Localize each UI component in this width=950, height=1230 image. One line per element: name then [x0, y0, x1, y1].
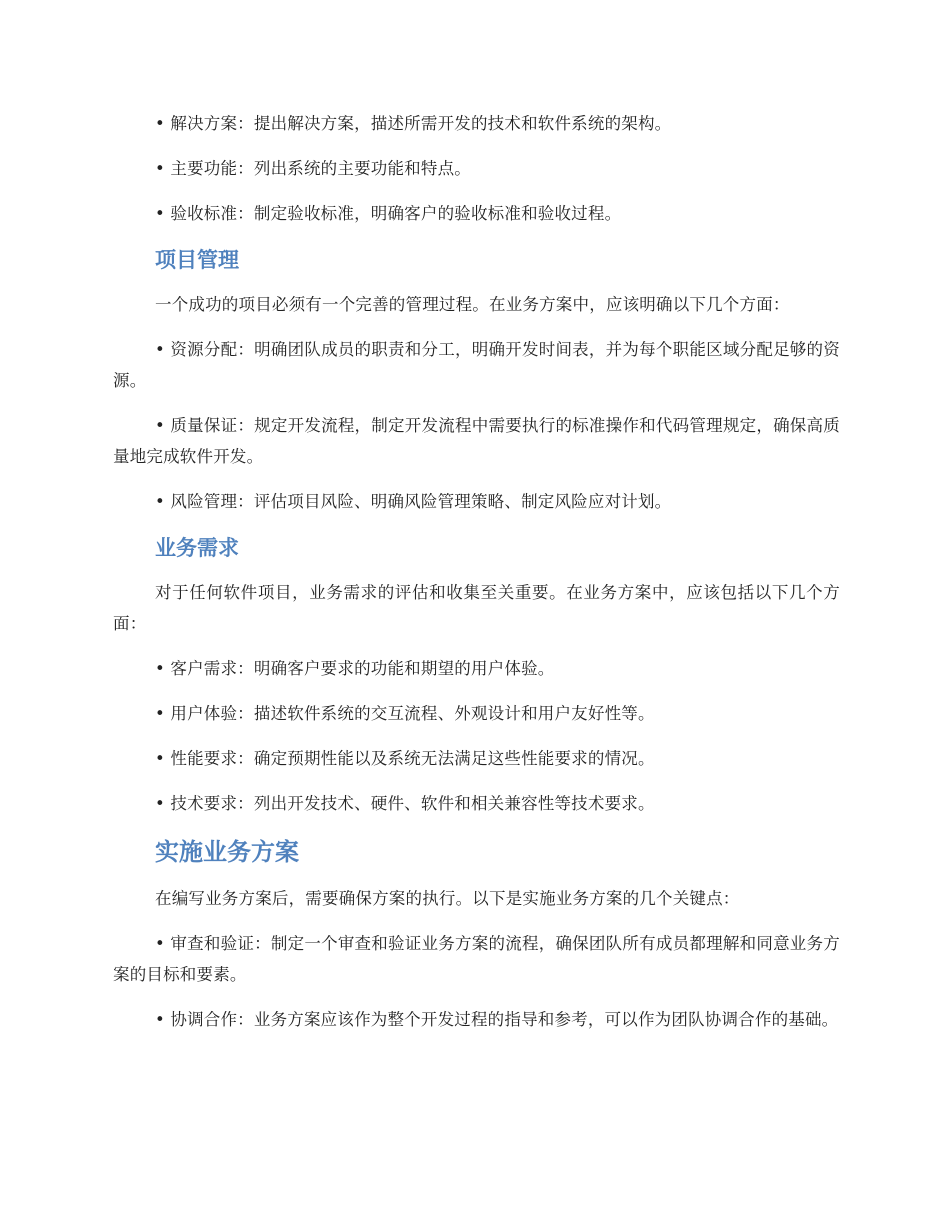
requirements-item-customer: • 客户需求：明确客户要求的功能和期望的用户体验。 [155, 659, 555, 678]
requirements-item-technical: • 技术要求：列出开发技术、硬件、软件和相关兼容性等技术要求。 [155, 794, 655, 813]
project-management-intro: 一个成功的项目必须有一个完善的管理过程。在业务方案中，应该明确以下几个方面： [155, 295, 790, 314]
project-item-resources: • 资源分配：明确团队成员的职责和分工，明确开发时间表，并为每个职能区域分配足够的资源。 [113, 340, 840, 390]
project-item-quality: • 质量保证：规定开发流程，制定开发流程中需要执行的标准操作和代码管理规定，确保高质量地完成软件开发。 [113, 416, 840, 466]
heading-project-management: 项目管理 [155, 248, 239, 272]
implement-item-review: • 审查和验证：制定一个审查和验证业务方案的流程，确保团队所有成员都理解和同意业务方案的目标和要素。 [113, 934, 840, 984]
requirements-item-ux: • 用户体验：描述软件系统的交互流程、外观设计和用户友好性等。 [155, 704, 655, 723]
heading-implement-plan: 实施业务方案 [155, 838, 299, 866]
intro-item-solution: • 解决方案：提出解决方案，描述所需开发的技术和软件系统的架构。 [155, 114, 672, 133]
project-item-risk: • 风险管理：评估项目风险、明确风险管理策略、制定风险应对计划。 [155, 492, 672, 511]
implement-item-cooperation: • 协调合作：业务方案应该作为整个开发过程的指导和参考，可以作为团队协调合作的基础。 [155, 1010, 839, 1029]
intro-item-features: • 主要功能：列出系统的主要功能和特点。 [155, 159, 471, 178]
heading-business-requirements: 业务需求 [155, 536, 239, 560]
requirements-item-performance: • 性能要求：确定预期性能以及系统无法满足这些性能要求的情况。 [155, 749, 655, 768]
requirements-intro: 对于任何软件项目，业务需求的评估和收集至关重要。在业务方案中，应该包括以下几个方面： [113, 583, 840, 633]
intro-item-acceptance: • 验收标准：制定验收标准，明确客户的验收标准和验收过程。 [155, 204, 622, 223]
document-body [113, 108, 840, 1035]
implement-intro: 在编写业务方案后，需要确保方案的执行。以下是实施业务方案的几个关键点： [155, 889, 740, 908]
